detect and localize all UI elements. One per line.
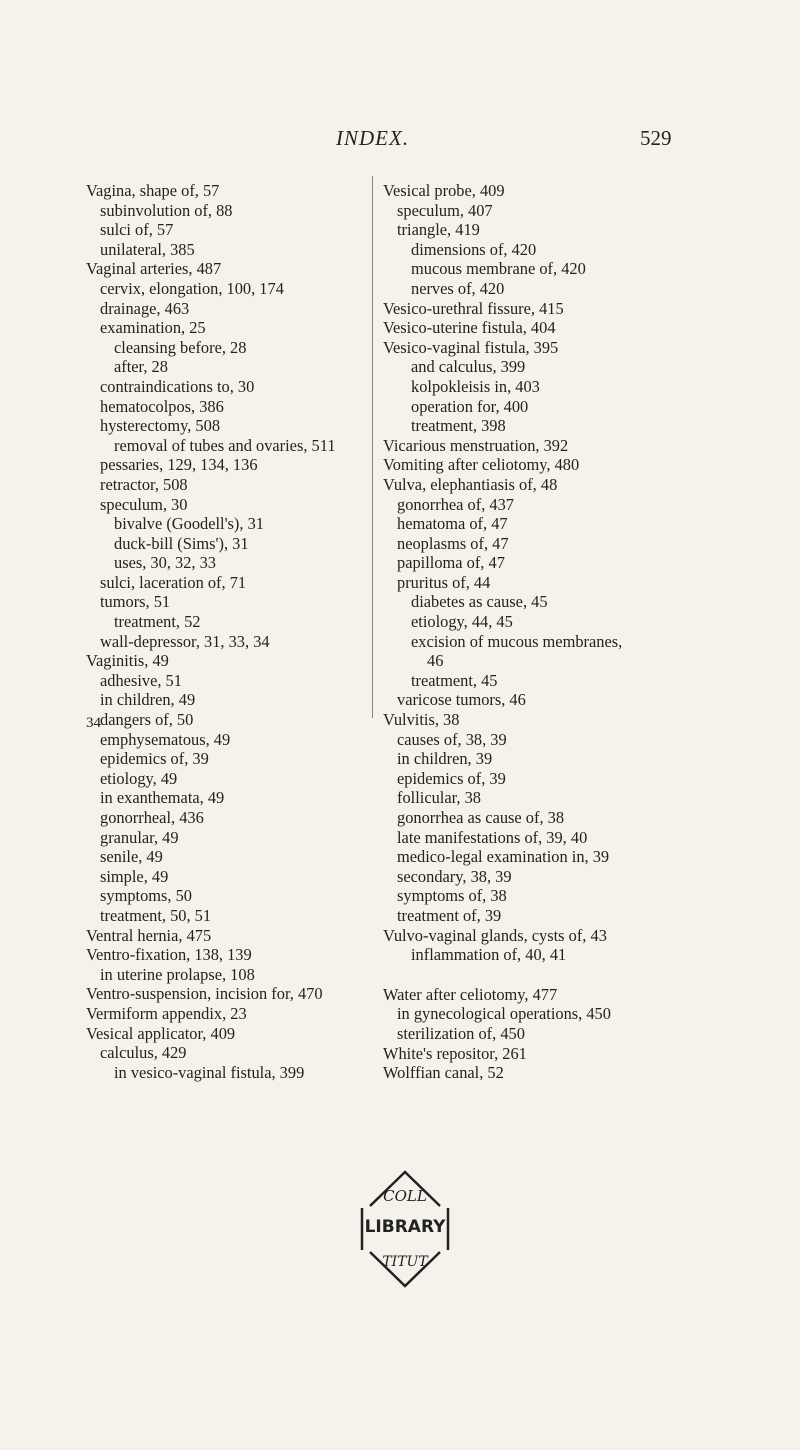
- index-subentry: sulci of, 57: [100, 220, 174, 240]
- index-subentry: gonorrhea of, 437: [397, 494, 514, 514]
- index-heading: Vesical applicator, 409: [86, 1023, 236, 1043]
- index-heading: Vagina, shape of, 57: [86, 181, 220, 200]
- index-subentry: in uterine prolapse, 108: [100, 964, 255, 984]
- section-gap: [383, 965, 768, 985]
- index-subentry: neoplasms of, 47: [397, 533, 509, 553]
- index-subentry: in children, 49: [100, 690, 196, 710]
- stamp-middle-text: LIBRARY: [364, 1217, 446, 1237]
- index-heading: Vesico-vaginal fistula, 395: [383, 337, 559, 357]
- index-subentry: in gynecological operations, 450: [397, 1004, 611, 1024]
- index-subentry: follicular, 38: [397, 788, 482, 808]
- stamp-bottom-text: TITUT: [382, 1254, 428, 1270]
- index-heading: Ventro-suspension, incision for, 470: [86, 984, 323, 1004]
- index-subentry: after, 28: [114, 357, 168, 377]
- index-column-left: [86, 181, 386, 1082]
- index-heading: Vulva, elephantiasis of, 48: [383, 474, 558, 494]
- index-subentry: retractor, 508: [100, 474, 188, 494]
- index-subentry: dimensions of, 420: [411, 239, 537, 259]
- index-heading: Vulvitis, 38: [383, 710, 460, 730]
- library-stamp: [356, 1168, 454, 1290]
- index-subentry: and calculus, 399: [411, 357, 526, 377]
- index-subentry: causes of, 38, 39: [397, 729, 507, 749]
- column-divider: [372, 176, 373, 718]
- index-subentry: in children, 39: [397, 749, 493, 769]
- index-subentry: granular, 49: [100, 827, 179, 847]
- index-subentry: wall-depressor, 31, 33, 34: [100, 631, 270, 651]
- index-subentry: nerves of, 420: [411, 278, 505, 298]
- index-subentry: in exanthemata, 49: [100, 788, 225, 808]
- index-subentry: diabetes as cause, 45: [411, 592, 548, 612]
- index-subentry: in vesico-vaginal fistula, 399: [114, 1062, 305, 1082]
- index-heading: Ventro-fixation, 138, 139: [86, 945, 252, 965]
- index-subentry: senile, 49: [100, 847, 163, 867]
- index-subentry: bivalve (Goodell's), 31: [114, 514, 264, 534]
- index-subentry: hematoma of, 47: [397, 514, 508, 534]
- index-subentry: 46: [427, 651, 444, 671]
- index-subentry: calculus, 429: [100, 1043, 187, 1063]
- index-subentry: gonorrhea as cause of, 38: [397, 808, 565, 827]
- index-heading: Ventral hernia, 475: [86, 925, 212, 945]
- index-heading: Vermiform appendix, 23: [86, 1003, 247, 1023]
- index-heading: Water after celiotomy, 477: [383, 984, 558, 1004]
- index-subentry: adhesive, 51: [100, 670, 182, 690]
- index-subentry: late manifestations of, 39, 40: [397, 827, 588, 847]
- index-subentry: sulci, laceration of, 71: [100, 572, 247, 592]
- index-subentry: speculum, 30: [100, 494, 188, 514]
- index-subentry: etiology, 49: [100, 768, 178, 788]
- index-subentry: treatment, 52: [114, 612, 201, 632]
- index-heading: Vulvo-vaginal glands, cysts of, 43: [383, 925, 607, 945]
- index-heading: Vomiting after celiotomy, 480: [383, 455, 580, 475]
- index-subentry: removal of tubes and ovaries, 511: [114, 435, 336, 455]
- index-subentry: secondary, 38, 39: [397, 866, 512, 886]
- index-subentry: triangle, 419: [397, 220, 480, 240]
- index-subentry: gonorrheal, 436: [100, 808, 204, 827]
- index-subentry: contraindications to, 30: [100, 376, 255, 396]
- index-subentry: treatment, 45: [411, 670, 498, 690]
- index-heading: Vaginitis, 49: [86, 651, 169, 671]
- index-subentry: unilateral, 385: [100, 239, 195, 259]
- index-subentry: papilloma of, 47: [397, 553, 505, 573]
- index-subentry: subinvolution of, 88: [100, 200, 233, 220]
- index-heading: Wolffian canal, 52: [383, 1063, 504, 1083]
- index-subentry: varicose tumors, 46: [397, 690, 526, 710]
- index-subentry: hysterectomy, 508: [100, 416, 221, 436]
- index-subentry: simple, 49: [100, 866, 169, 886]
- index-heading: White's repositor, 261: [383, 1043, 527, 1063]
- index-subentry: epidemics of, 39: [397, 768, 506, 788]
- index-subentry: treatment of, 39: [397, 905, 502, 925]
- index-subentry: cleansing before, 28: [114, 337, 247, 357]
- index-subentry: examination, 25: [100, 318, 206, 338]
- index-subentry: operation for, 400: [411, 396, 529, 416]
- index-subentry: epidemics of, 39: [100, 749, 209, 769]
- index-subentry: treatment, 50, 51: [100, 905, 212, 925]
- page-header: [0, 126, 800, 166]
- index-heading: Vesico-uterine fistula, 404: [383, 318, 556, 338]
- index-column-right: [383, 181, 768, 1083]
- index-subentry: excision of mucous membranes,: [411, 631, 623, 651]
- index-subentry: symptoms, 50: [100, 886, 192, 906]
- index-heading: Vesico-urethral fissure, 415: [383, 298, 564, 318]
- index-subentry: mucous membrane of, 420: [411, 259, 586, 279]
- index-subentry: inflammation of, 40, 41: [411, 945, 567, 965]
- index-heading: Vaginal arteries, 487: [86, 259, 222, 279]
- index-subentry: medico-legal examination in, 39: [397, 847, 610, 867]
- index-subentry: uses, 30, 32, 33: [114, 553, 216, 573]
- stamp-top-text: COLL: [383, 1187, 427, 1205]
- index-subentry: symptoms of, 38: [397, 886, 507, 906]
- index-subentry: treatment, 398: [411, 416, 506, 436]
- page-title: INDEX.: [336, 126, 410, 150]
- index-heading: Vesical probe, 409: [383, 181, 505, 200]
- index-subentry: drainage, 463: [100, 298, 190, 318]
- signature-mark: 34: [86, 715, 101, 731]
- index-subentry: speculum, 407: [397, 200, 493, 220]
- index-subentry: kolpokleisis in, 403: [411, 376, 540, 396]
- index-heading: Vicarious menstruation, 392: [383, 435, 569, 455]
- page-number: 529: [640, 126, 672, 150]
- index-subentry: emphysematous, 49: [100, 729, 231, 749]
- index-subentry: pessaries, 129, 134, 136: [100, 455, 258, 475]
- index-subentry: duck-bill (Sims'), 31: [114, 533, 249, 553]
- index-subentry: cervix, elongation, 100, 174: [100, 278, 284, 298]
- index-subentry: hematocolpos, 386: [100, 396, 224, 416]
- index-subentry: pruritus of, 44: [397, 572, 491, 592]
- index-subentry: sterilization of, 450: [397, 1023, 525, 1043]
- index-subentry: tumors, 51: [100, 592, 171, 612]
- index-subentry: dangers of, 50: [100, 710, 194, 730]
- index-subentry: etiology, 44, 45: [411, 612, 513, 632]
